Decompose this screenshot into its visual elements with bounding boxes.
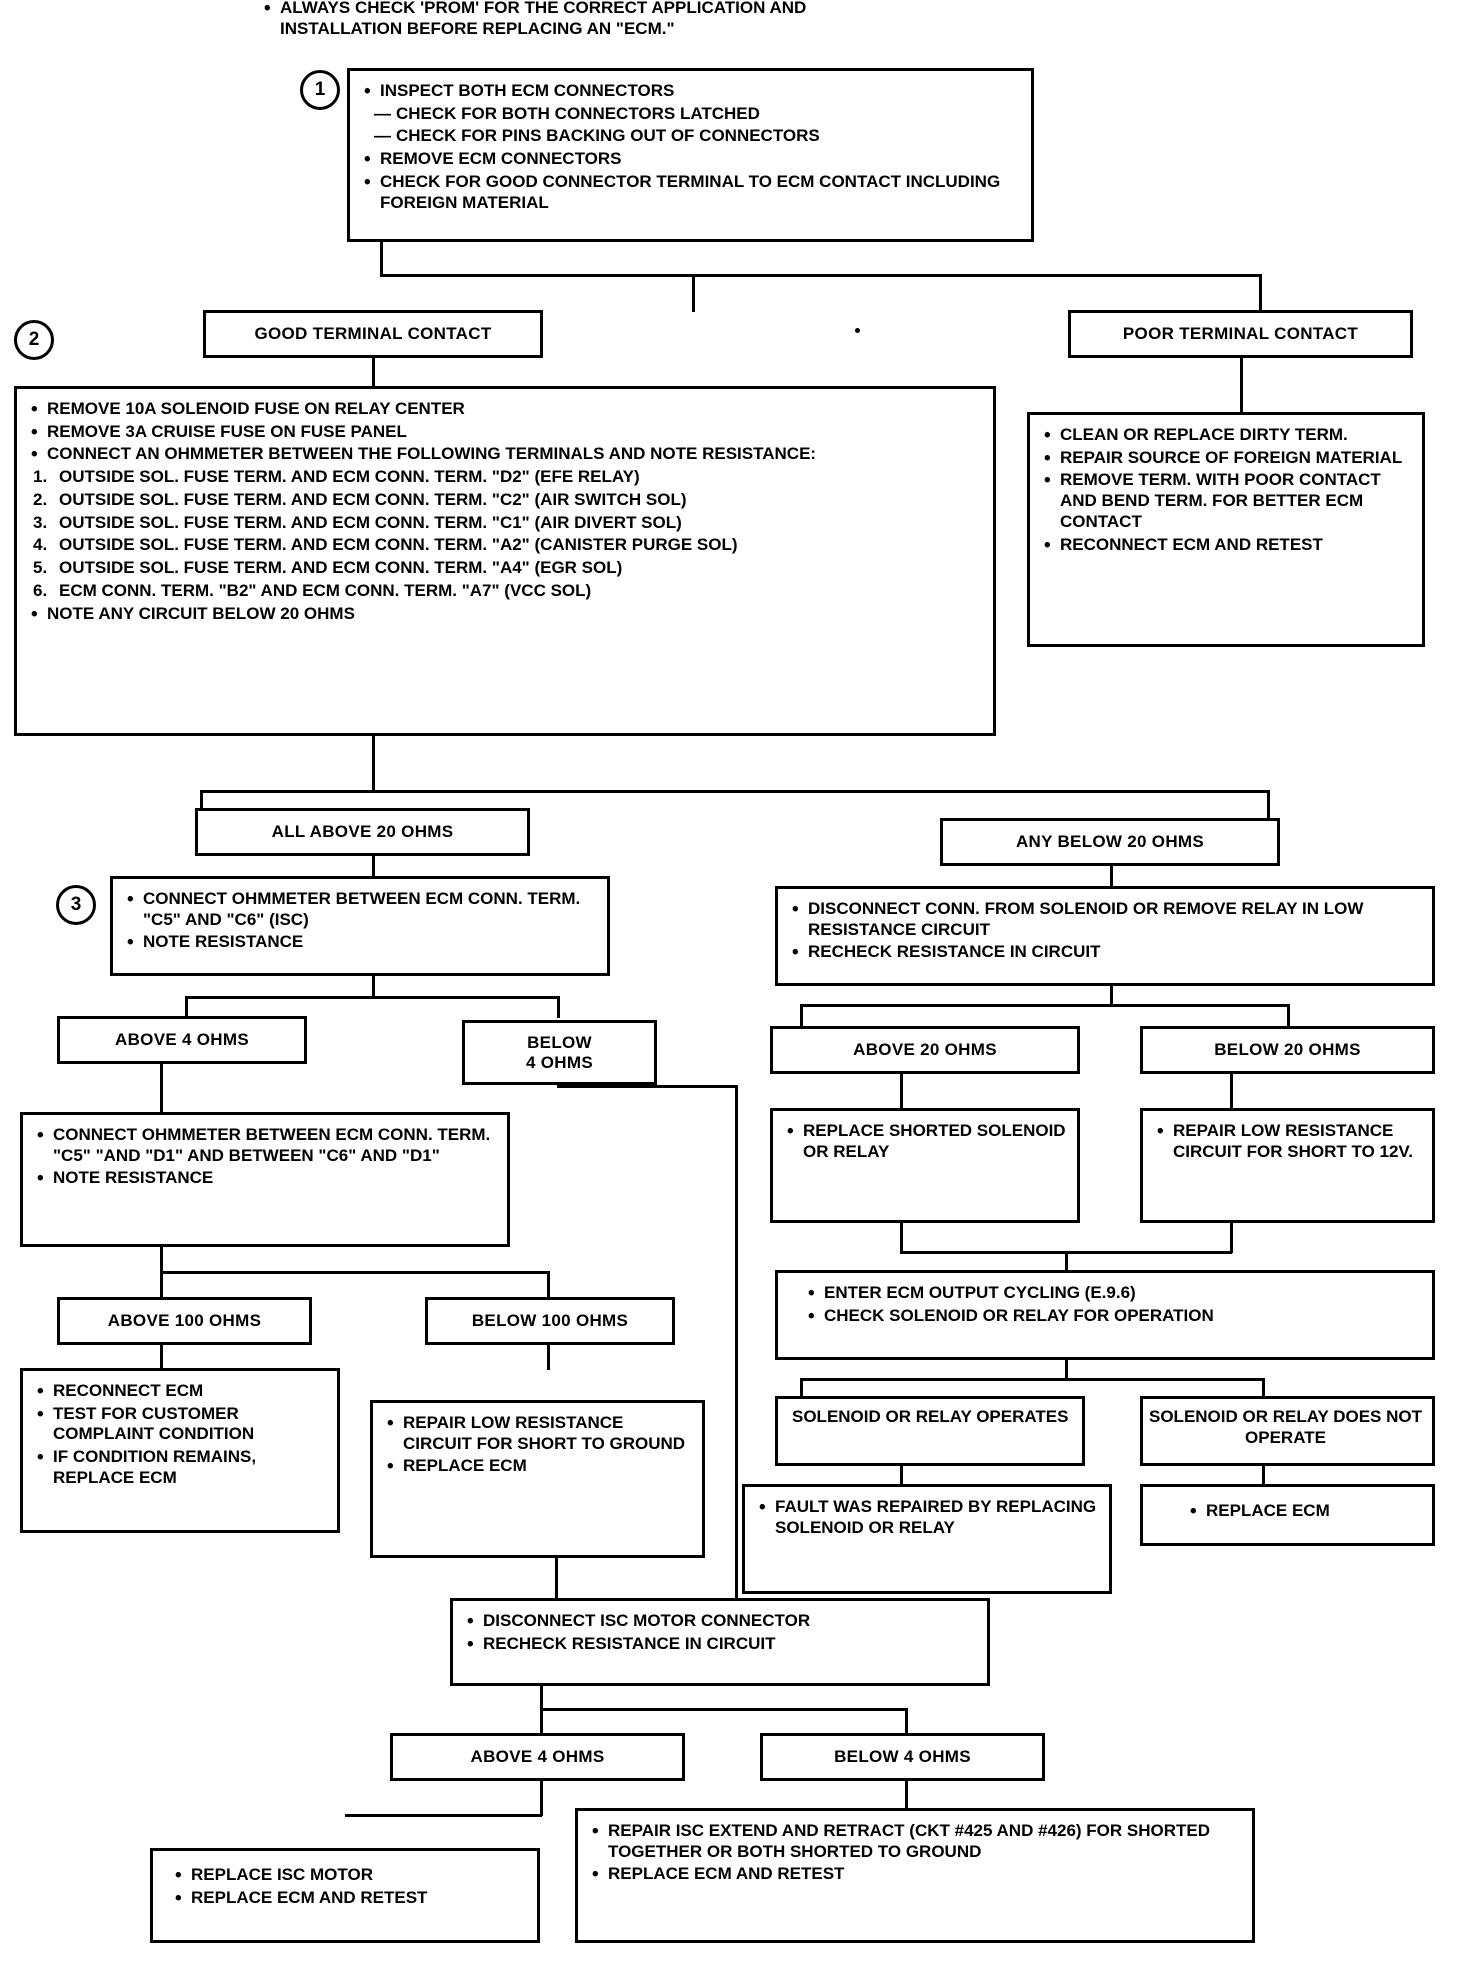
ohm-test-item-3: • NOTE ANY CIRCUIT BELOW 20 OHMS [29,604,983,625]
node-inspect-connectors [347,68,1034,242]
node-below-100-ohms: BELOW 100 OHMS [425,1297,675,1345]
connector-poor-down [1240,358,1243,414]
prom-note-line2: INSTALLATION BEFORE REPLACING AN "ECM." [280,18,675,38]
ohm-test-num-3: 3. OUTSIDE SOL. FUSE TERM. AND ECM CONN. TERM. "C1" (AIR DIVERT SOL) [33,512,682,532]
connector-to-above-100 [160,1271,163,1299]
connector-to-above-4 [185,996,188,1018]
isc-check-item-0: • CONNECT OHMMETER BETWEEN ECM CONN. TERM. "C5" AND "C6" (ISC) [125,889,597,930]
connector-below4-down [735,1085,738,1110]
connector-below4-long [735,1110,738,1610]
disconnect-isc-item-0: • DISCONNECT ISC MOTOR CONNECTOR [465,1611,977,1632]
below-4-line2: 4 OHMS [526,1052,593,1072]
ohm-test-num-1: 1. OUTSIDE SOL. FUSE TERM. AND ECM CONN. TERM. "D2" (EFE RELAY) [33,467,640,487]
node-above-100-ohms: ABOVE 100 OHMS [57,1297,312,1345]
node-below-4-ohms-b: BELOW 4 OHMS [760,1733,1045,1781]
connector-disc-split [800,1004,1290,1007]
c5-d1-item-0: • CONNECT OHMMETER BETWEEN ECM CONN. TERM. "C5" "AND "D1" AND BETWEEN "C6" AND "D1" [35,1125,497,1166]
repair-low-gnd-item-1: • REPLACE ECM [385,1456,692,1477]
connector-isc-down [372,976,375,998]
ohm-test-item-2: • CONNECT AN OHMMETER BETWEEN THE FOLLOWING TERMINALS AND NOTE RESISTANCE: [29,444,983,465]
connector-above4-down [160,1064,163,1114]
connector-good-down [372,358,375,388]
ohm-test-num-4: 4. OUTSIDE SOL. FUSE TERM. AND ECM CONN. TERM. "A2" (CANISTER PURGE SOL) [33,535,738,555]
connector-any-below-down [1110,866,1113,888]
reconnect-ecm-item-1: • TEST FOR CUSTOMER COMPLAINT CONDITION [35,1404,327,1445]
connector-to-cycling [1065,1251,1068,1272]
ohm-test-item-1: • REMOVE 3A CRUISE FUSE ON FUSE PANEL [29,422,983,443]
replace-isc-item-0: • REPLACE ISC MOTOR [173,1865,527,1886]
connector-sol-op-down [900,1466,903,1486]
node-good-terminal-contact: GOOD TERMINAL CONTACT [203,310,543,358]
connector-isc-disc-split [540,1708,908,1711]
inspect-item-3: • REMOVE ECM CONNECTORS [362,149,1021,170]
solenoid-operates-label: SOLENOID OR RELAY OPERATES [792,1407,1069,1426]
connector-below4b-down [905,1781,908,1811]
node-replace-isc-motor [150,1848,540,1943]
node-isc-check [110,876,610,976]
node-above-4-ohms-b: ABOVE 4 OHMS [390,1733,685,1781]
connector-below4-h [557,1085,737,1088]
node-repair-low-ground [370,1400,705,1558]
prom-note [262,0,1022,41]
inspect-item-2: — CHECK FOR PINS BACKING OUT OF CONNECTORS [362,126,1021,147]
inspect-item-0: • INSPECT BOTH ECM CONNECTORS [362,81,1021,102]
c5-d1-item-1: • NOTE RESISTANCE [35,1168,497,1189]
connector-disc-down [1110,986,1113,1006]
connector-to-poor-h [692,274,1262,277]
connector-to-any-below [1267,790,1270,820]
connector-replace-shorted-down [900,1223,903,1253]
connector-inspect-h [380,274,695,277]
connector-to-all-above [200,790,203,810]
connector-inspect-down [380,242,383,276]
connector-above4b-h [345,1814,542,1817]
poor-action-0: • CLEAN OR REPLACE DIRTY TERM. [1042,425,1412,446]
repair-low-gnd-item-0: • REPAIR LOW RESISTANCE CIRCUIT FOR SHORT TO GROUND [385,1413,692,1454]
node-solenoid-operates [775,1396,1085,1466]
node-ohm-test [14,386,996,736]
replace-shorted-item-0: • REPLACE SHORTED SOLENOID OR RELAY [785,1121,1067,1162]
connector-to-above-20b [800,1004,803,1028]
ohm-test-num-5: 5. OUTSIDE SOL. FUSE TERM. AND ECM CONN. TERM. "A4" (EGR SOL) [33,558,623,578]
connector-all-above-down [372,856,375,878]
node-below-4-ohms [462,1020,657,1085]
inspect-item-1: — CHECK FOR BOTH CONNECTORS LATCHED [362,104,1021,125]
connector-to-sol-operates [800,1378,803,1398]
ohm-test-item-0: • REMOVE 10A SOLENOID FUSE ON RELAY CENTER [29,399,983,420]
connector-to-poor-v [1259,274,1262,312]
prom-note-line1: • ALWAYS CHECK 'PROM' FOR THE CORRECT APPLICATION AND [262,0,1022,19]
node-fault-repaired [742,1484,1112,1594]
node-above-20-ohms-b: ABOVE 20 OHMS [770,1026,1080,1074]
connector-ohm-split [200,790,1270,793]
poor-action-2: • REMOVE TERM. WITH POOR CONTACT AND BEND TERM. FOR BETTER ECM CONTACT [1042,470,1412,532]
node-replace-ecm [1140,1484,1435,1546]
repair-low-12v-item-0: • REPAIR LOW RESISTANCE CIRCUIT FOR SHORT TO 12V. [1155,1121,1422,1162]
disconnect-conn-item-0: • DISCONNECT CONN. FROM SOLENOID OR REMOVE RELAY IN LOW RESISTANCE CIRCUIT [790,899,1422,940]
connector-to-below4b [905,1708,908,1736]
connector-cycling-down [1065,1360,1068,1380]
node-repair-low-12v [1140,1108,1435,1223]
ohm-test-num-6: 6. ECM CONN. TERM. "B2" AND ECM CONN. TERM. "A7" (VCC SOL) [33,580,592,600]
connector-c5d1-down [160,1247,163,1273]
node-poor-terminal-contact: POOR TERMINAL CONTACT [1068,310,1413,358]
step-marker-3: 3 [56,885,96,925]
connector-to-sol-not-operate [1262,1378,1265,1398]
output-cycling-item-1: • CHECK SOLENOID OR RELAY FOR OPERATION [806,1306,1422,1327]
connector-c5d1-split [160,1271,550,1274]
connector-to-good [692,274,695,312]
node-disconnect-isc [450,1598,990,1686]
step-marker-1: 1 [300,70,340,110]
reconnect-ecm-item-0: • RECONNECT ECM [35,1381,327,1402]
disconnect-conn-item-1: • RECHECK RESISTANCE IN CIRCUIT [790,942,1422,963]
connector-above100-down [160,1345,163,1370]
connector-to-below-100 [547,1271,550,1299]
replace-isc-item-1: • REPLACE ECM AND RETEST [173,1888,527,1909]
node-all-above-20: ALL ABOVE 20 OHMS [195,808,530,856]
node-solenoid-not-operate [1140,1396,1435,1466]
node-replace-shorted [770,1108,1080,1223]
inspect-item-4: • CHECK FOR GOOD CONNECTOR TERMINAL TO ECM CONTACT INCLUDING FOREIGN MATERIAL [362,172,1021,213]
repair-isc-item-0: • REPAIR ISC EXTEND AND RETRACT (CKT #425 AND #426) FOR SHORTED TOGETHER OR BOTH SHORTED TO GROUND [590,1821,1242,1862]
node-any-below-20: ANY BELOW 20 OHMS [940,818,1280,866]
isc-check-item-1: • NOTE RESISTANCE [125,932,597,953]
node-repair-isc-circuit [575,1808,1255,1943]
junction-dot [855,328,860,333]
connector-below100-down [547,1345,550,1370]
connector-isc-split [185,996,560,999]
poor-action-1: • REPAIR SOURCE OF FOREIGN MATERIAL [1042,448,1412,469]
connector-sol-not-op-down [1262,1466,1265,1486]
node-output-cycling [775,1270,1435,1360]
connector-above20b-down [900,1074,903,1110]
repair-isc-item-1: • REPLACE ECM AND RETEST [590,1864,1242,1885]
step-marker-2: 2 [14,320,54,360]
connector-to-below-4 [557,996,560,1018]
connector-cycling-split [800,1378,1265,1381]
reconnect-ecm-item-2: • IF CONDITION REMAINS, REPLACE ECM [35,1447,327,1488]
fault-repaired-item-0: • FAULT WAS REPAIRED BY REPLACING SOLENOID OR RELAY [757,1497,1099,1538]
connector-above4b-down [540,1781,543,1816]
connector-isc-disc-down [540,1686,543,1710]
connector-below20b-down [1230,1074,1233,1110]
node-poor-actions [1027,412,1425,647]
node-below-20-ohms-b: BELOW 20 OHMS [1140,1026,1435,1074]
connector-repair12v-down [1230,1223,1233,1253]
node-reconnect-ecm [20,1368,340,1533]
ohm-test-num-2: 2. OUTSIDE SOL. FUSE TERM. AND ECM CONN. TERM. "C2" (AIR SWITCH SOL) [33,489,687,509]
disconnect-isc-item-1: • RECHECK RESISTANCE IN CIRCUIT [465,1634,977,1655]
solenoid-not-operate-label: SOLENOID OR RELAY DOES NOT OPERATE [1149,1407,1422,1447]
node-above-4-ohms: ABOVE 4 OHMS [57,1016,307,1064]
connector-ohm-down [372,736,375,792]
poor-action-3: • RECONNECT ECM AND RETEST [1042,535,1412,556]
node-disconnect-conn [775,886,1435,986]
below-4-line1: BELOW [527,1032,592,1052]
connector-to-above4b [540,1708,543,1736]
node-c5-d1-check [20,1112,510,1247]
output-cycling-item-0: • ENTER ECM OUTPUT CYCLING (E.9.6) [806,1283,1422,1304]
replace-ecm-item-0: • REPLACE ECM [1188,1501,1422,1522]
connector-to-below-20b [1287,1004,1290,1028]
